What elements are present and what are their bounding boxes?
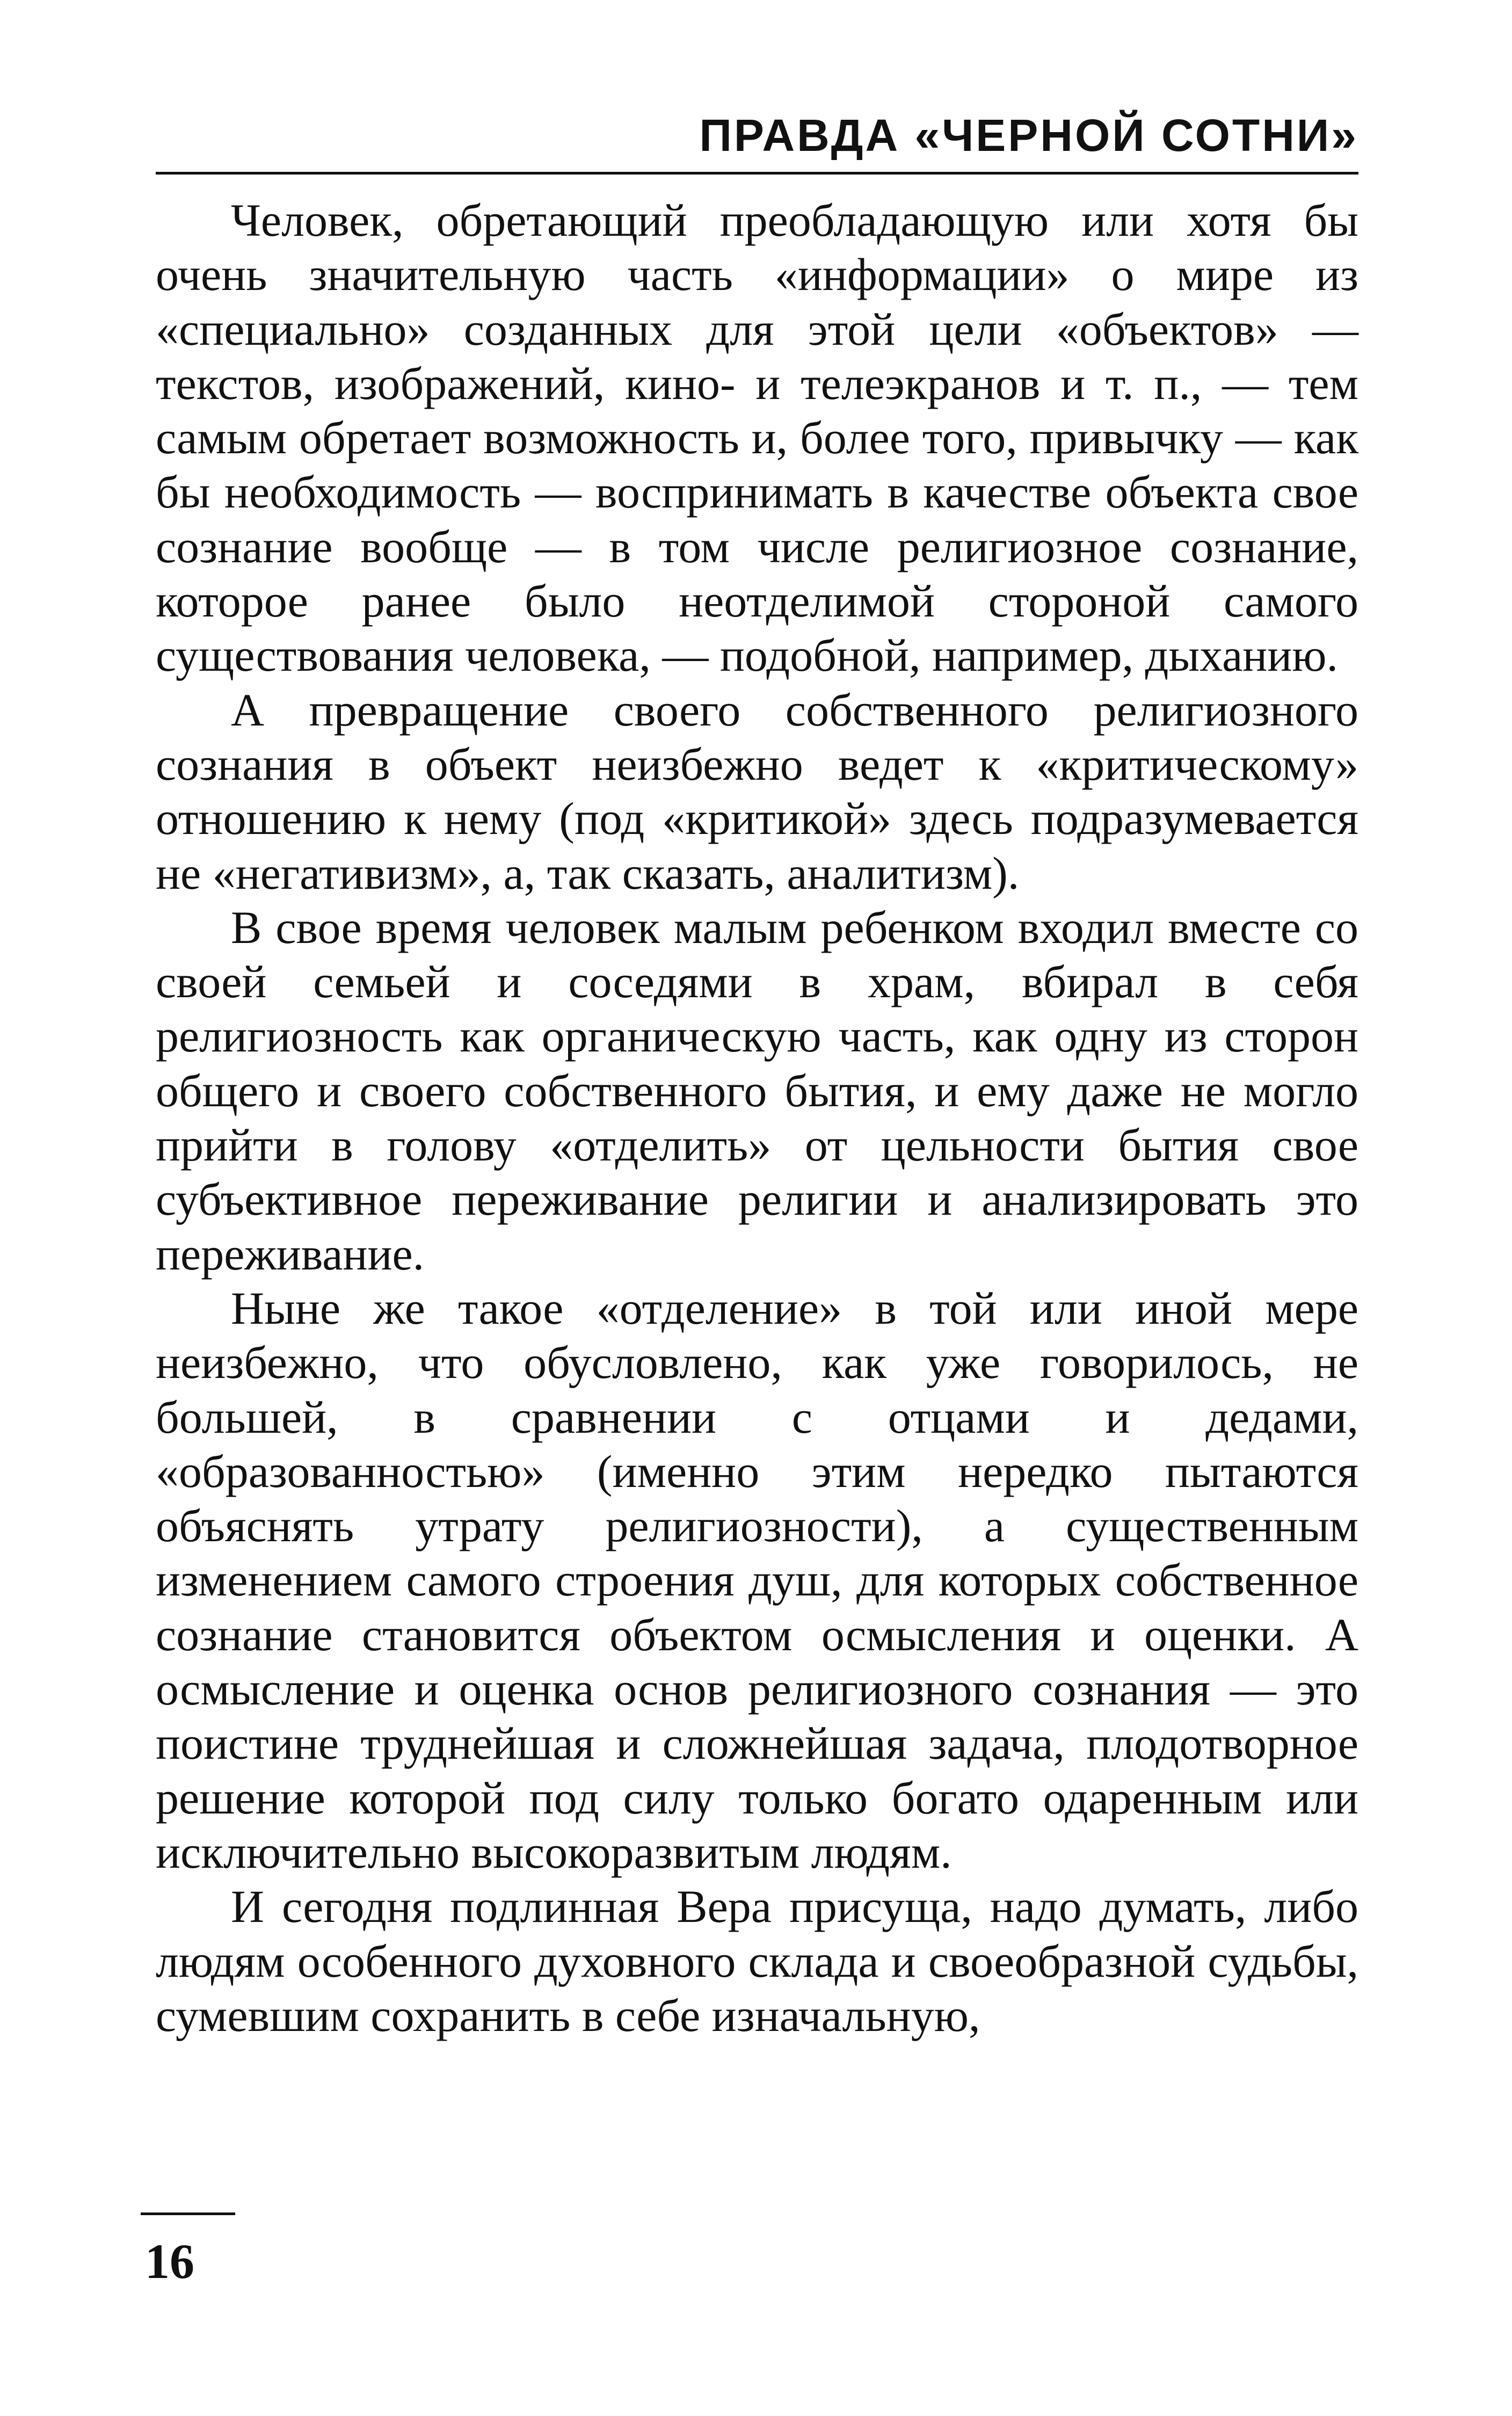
- paragraph-3: В свое время человек малым ребенком входил вместе со своей семьей и соседями в храм, вбирал в себя религиозность как органическую часть, как одну из сторон общего и своего собственного бытия, и ему даже не могло прийти в голову «отделить» от цельности бытия свое субъективное переживание религии и анализировать это переживание.: [156, 901, 1358, 1280]
- page-number: 16: [145, 2234, 194, 2289]
- paragraph-5: И сегодня подлинная Вера присуща, надо думать, либо людям особенного духовного склада и своеобразной судьбы, сумевшим сохранить в себе изначальную,: [156, 1881, 1358, 2041]
- footer-rule: [141, 2212, 235, 2215]
- paragraph-2: А превращение своего собственного религиозного сознания в объект неизбежно ведет к «критическому» отношению к нему (под «критикой» здесь подразумевается не «негативизм», а, так сказать, аналитизм).: [156, 684, 1358, 899]
- paragraph-1: Человек, обретающий преобладающую или хотя бы очень значительную часть «информации» о мире из «специально» созданных для этой цели «объектов» — текстов, изображений, кино- и телеэкранов и т. п., — тем самым обретает возможность и, более того, привычку — как бы необходимость — воспринимать в качестве объекта свое сознание вообще — в том числе религиозное сознание, которое ранее было неотделимой стороной самого существования человека, — подобной, например, дыханию.: [156, 194, 1358, 681]
- paragraph-4: Ныне же такое «отделение» в той или иной мере неизбежно, что обусловлено, как уже говорилось, не большей, в сравнении с отцами и дедами, «образованностью» (именно этим нередко пытаются объяснять утрату религиозности), а существенным изменением самого строения душ, для которых собственное сознание становится объектом осмысления и оценки. А осмысление и оценка основ религиозного сознания — это поистине труднейшая и сложнейшая задача, плодотворное решение которой под силу только богато одаренным или исключительно высокоразвитым людям.: [156, 1282, 1358, 1878]
- header-rule: [156, 172, 1358, 175]
- body-text: [156, 193, 1358, 2043]
- running-title: ПРАВДА «ЧЕРНОЙ СОТНИ»: [699, 110, 1358, 161]
